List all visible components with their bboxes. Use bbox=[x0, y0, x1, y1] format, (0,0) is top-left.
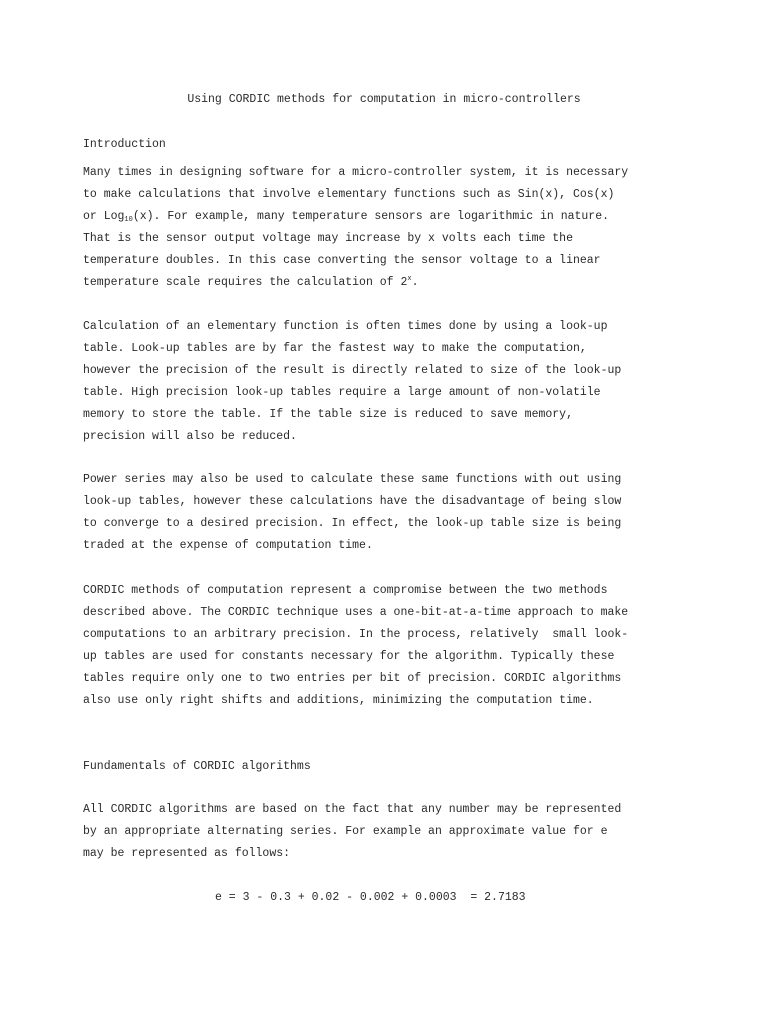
text-fragment: (x). For example, many temperature sensors are logarithmic in nature. bbox=[132, 210, 610, 223]
paragraph-line: Many times in designing software for a micro-controller system, it is necessary bbox=[83, 166, 629, 179]
paragraph-line: All CORDIC algorithms are based on the fact that any number may be represented bbox=[83, 803, 622, 816]
paragraph-2 bbox=[83, 316, 703, 448]
paragraph-line: computations to an arbitrary precision. In the process, relatively small look- bbox=[83, 628, 629, 641]
paragraph-line: precision will also be reduced. bbox=[83, 430, 297, 443]
paragraph-line: Calculation of an elementary function is often times done by using a look-up bbox=[83, 320, 608, 333]
paragraph-5 bbox=[83, 799, 703, 865]
text-fragment: temperature scale requires the calculation of 2 bbox=[83, 276, 408, 289]
paragraph-line: look-up tables, however these calculations have the disadvantage of being slow bbox=[83, 495, 622, 508]
paragraph-line: to converge to a desired precision. In effect, the look-up table size is being bbox=[83, 517, 622, 530]
paragraph-line: described above. The CORDIC technique uses a one-bit-at-a-time approach to make bbox=[83, 606, 629, 619]
paragraph-line: up tables are used for constants necessary for the algorithm. Typically these bbox=[83, 650, 615, 663]
text-fragment: or Log bbox=[83, 210, 125, 223]
subscript: 10 bbox=[124, 216, 133, 224]
paragraph-line: to make calculations that involve elementary functions such as Sin(x), Cos(x) bbox=[83, 188, 615, 201]
paragraph-4 bbox=[83, 580, 703, 712]
paragraph-line: traded at the expense of computation time. bbox=[83, 539, 373, 552]
paragraph-line: may be represented as follows: bbox=[83, 847, 291, 860]
paragraph-line: CORDIC methods of computation represent a compromise between the two methods bbox=[83, 584, 608, 597]
paragraph-line: tables require only one to two entries per bit of precision. CORDIC algorithms bbox=[83, 672, 622, 685]
paragraph-3 bbox=[83, 469, 703, 557]
text-fragment: . bbox=[411, 276, 419, 289]
paragraph-line: also use only right shifts and additions, minimizing the computation time. bbox=[83, 694, 594, 707]
paragraph-line: by an appropriate alternating series. For example an approximate value for e bbox=[83, 825, 608, 838]
paragraph-line: table. High precision look-up tables require a large amount of non-volatile bbox=[83, 386, 601, 399]
section-heading-fundamentals: Fundamentals of CORDIC algorithms bbox=[83, 760, 311, 773]
document-title: Using CORDIC methods for computation in micro-controllers bbox=[187, 93, 581, 106]
section-heading-introduction: Introduction bbox=[83, 138, 166, 151]
paragraph-line bbox=[83, 272, 703, 294]
superscript: x bbox=[407, 275, 412, 283]
paragraph-line: memory to store the table. If the table size is reduced to save memory, bbox=[83, 408, 573, 421]
paragraph-line bbox=[83, 206, 703, 228]
paragraph-line: That is the sensor output voltage may increase by x volts each time the bbox=[83, 232, 573, 245]
paragraph-1 bbox=[83, 162, 703, 294]
equation: e = 3 - 0.3 + 0.02 - 0.002 + 0.0003 = 2.7183 bbox=[215, 891, 526, 904]
paragraph-line: Power series may also be used to calculate these same functions with out using bbox=[83, 473, 622, 486]
paragraph-line: temperature doubles. In this case converting the sensor voltage to a linear bbox=[83, 254, 601, 267]
paragraph-line: however the precision of the result is directly related to size of the look-up bbox=[83, 364, 622, 377]
paragraph-line: table. Look-up tables are by far the fastest way to make the computation, bbox=[83, 342, 587, 355]
